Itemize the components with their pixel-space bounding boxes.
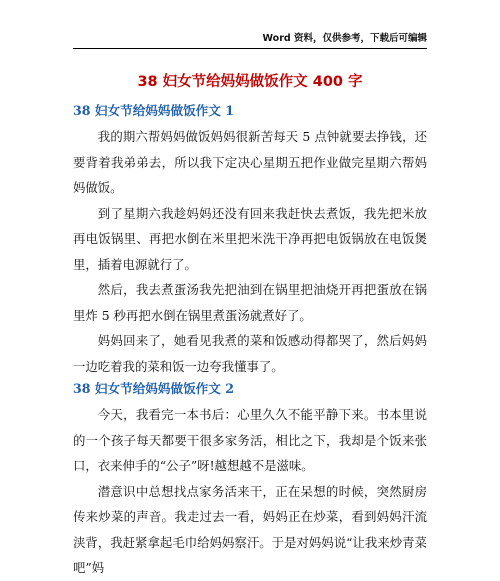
paragraph: 潜意识中总想找点家务活来干，正在呆想的时候，突然厨房传来炒菜的声音。我走过去一看，妈妈正在炒菜，看到妈妈汗流浃背，我赶紧拿起毛巾给妈妈察汗。于是对妈妈说“让我来炒青菜吧”妈	[73, 483, 427, 575]
paragraph: 今天，我看完一本书后：心里久久不能平静下来。书本里说的一个孩子每天都要干很多家务活，相比之下，我却是个饭来张口，衣来伸手的“公子”呀!越想越不是滋味。	[73, 407, 427, 473]
paragraph: 然后，我去煮蛋汤我先把油到在锅里把油烧开再把蛋放在锅里炸 5 秒再把水倒在锅里煮蛋汤就煮好了。	[73, 282, 427, 323]
paragraph: 到了星期六我趁妈妈还没有回来我赶快去煮饭，我先把米放再电饭锅里、再把水倒在米里把米洗干净再把电饭锅放在电饭煲里，插着电源就行了。	[73, 205, 427, 272]
page-header: Word 资料，仅供参考，下载后可编辑	[73, 32, 427, 49]
document-body	[73, 102, 427, 581]
section-heading-2: 38 妇女节给妈妈做饭作文 2	[73, 381, 234, 396]
document-title: 38 妇女节给妈妈做饭作文 400 字	[137, 74, 363, 90]
section-heading-1: 38 妇女节给妈妈做饭作文 1	[73, 103, 234, 118]
paragraph: 妈妈回来了，她看见我煮的菜和饭感动得都哭了，然后妈妈一边吃着我的菜和饭一边夸我懂事了。	[73, 333, 427, 374]
paragraph: 我的期六帮妈妈做饭妈妈很新苦每天 5 点钟就要去挣钱，还要背着我弟弟去，所以我下定决心星期五把作业做完星期六帮妈妈做饭。	[73, 129, 427, 195]
